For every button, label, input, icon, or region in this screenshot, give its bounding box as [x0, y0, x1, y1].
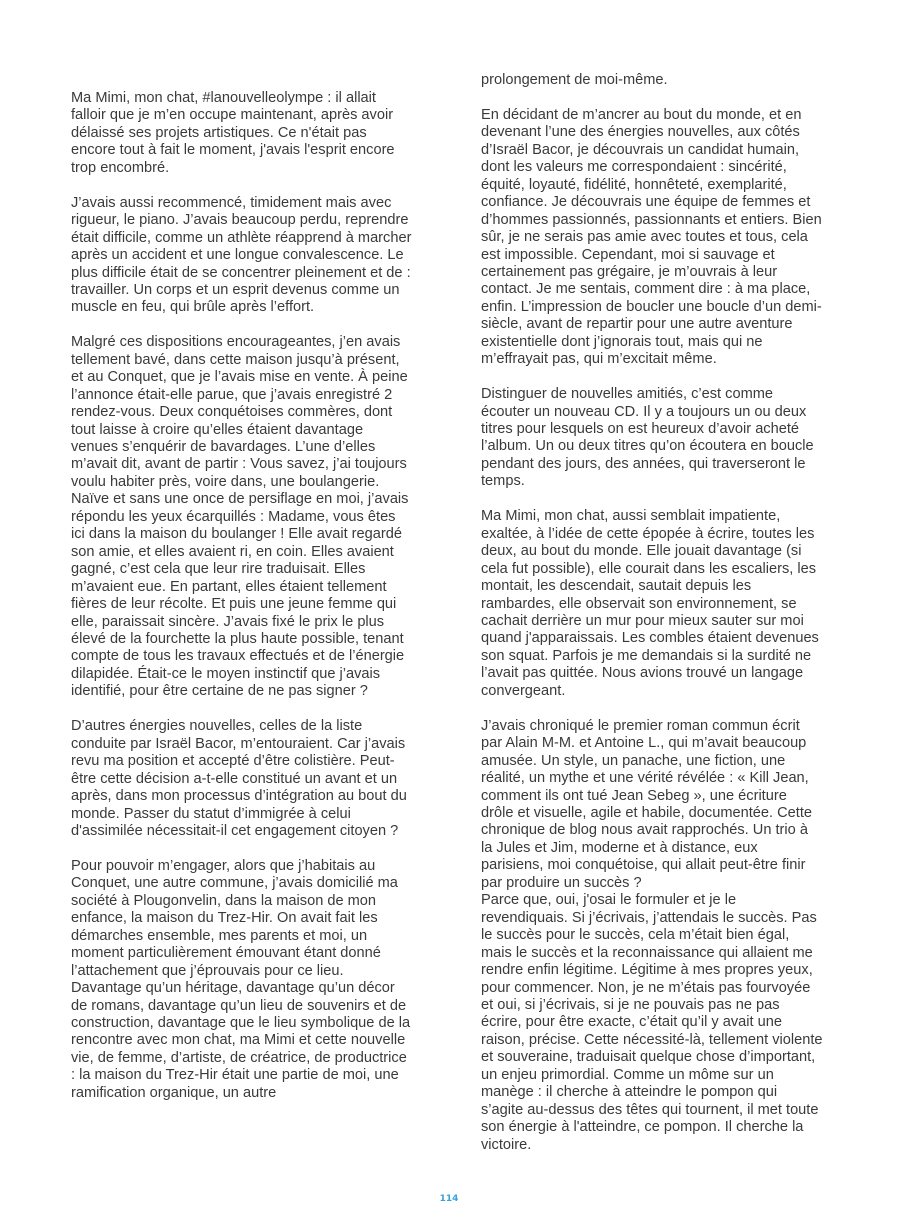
page-number: 114	[439, 1194, 459, 1204]
left-column	[71, 90, 413, 1120]
paragraph: Ma Mimi, mon chat, #lanouvelleolympe : il allait falloir que je m’en occupe maintenant, après avoir délaissé ses projets artistiques. Ce n'était pas encore tout à fait le moment, j'avais l'esprit encore trop encombré.	[71, 90, 395, 176]
paragraph: Ma Mimi, mon chat, aussi semblait impatiente, exaltée, à l’idée de cette épopée à écrire, toutes les deux, au bout du monde. Elle jouait davantage (si cela fut possible), elle courait dans les escaliers, les montait, les descendait, sautait depuis les rambardes, elle observait son environnement, se cachait derrière un mur pour mieux sauter sur moi quand j'apparaissais. Les combles étaient devenues son squat. Parfois je me demandais si la surdité ne l’avait pas quittée. Nous avions trouvé un langage convergeant.	[481, 508, 819, 699]
paragraph: En décidant de m’ancrer au bout du monde, et en devenant l’une des énergies nouvelles, aux côtés d’Israël Bacor, je découvrais un candidat humain, dont les valeurs me correspondaient : sincérité, équité, loyauté, fidélité, honnêteté, exemplarité, confiance. Je découvrais une équipe de femmes et d’hommes passionnés, passionnants et entiers. Bien sûr, je ne serais pas amie avec toutes et tous, cela est impossible. Cependant, moi si sauvage et certainement pas grégaire, je m’ouvrais à leur contact. Je me sentais, comment dire : à ma place, enfin. L’impression de boucler une boucle d’un demi-siècle, avant de repartir pour une autre aventure existentielle dont j’ignorais tout, mais qui ne m’effrayait pas, qui m’excitait même.	[481, 106, 822, 368]
paragraph: prolongement de moi-même.	[481, 72, 668, 88]
paragraph: Pour pouvoir m’engager, alors que j’habitais au Conquet, une autre commune, j’avais domicilié ma société à Plougonvelin, dans la maison de mon enfance, la maison du Trez-Hir. On avait fait les démarches ensemble, mes parents et moi, un moment particulièrement émouvant étant donné l’attachement que j’éprouvais pour ce lieu. Davantage qu’un héritage, davantage qu’un décor de romans, davantage qu’un lieu de souvenirs et de construction, davantage que le lieu symbolique de la rencontre avec mon chat, ma Mimi et cette nouvelle vie, de femme, d’artiste, de créatrice, de productrice : la maison du Trez-Hir était une partie de moi, une ramification organique, un autre	[71, 857, 411, 1101]
paragraph: J’avais aussi recommencé, timidement mais avec rigueur, le piano. J’avais beaucoup perdu, reprendre était difficile, comme un athlète réapprend à marcher après un accident et une longue convalescence. Le plus difficile était de se concentrer pleinement et de : travailler. Un corps et un esprit devenus comme un muscle en feu, qui brûle après l’effort.	[71, 194, 412, 316]
paragraph: J’avais chroniqué le premier roman commun écrit par Alain M-M. et Antoine L., qui m’avait beaucoup amusée. Un style, un panache, une fiction, une réalité, un mythe et une vérité révélée : « Kill Jean, comment ils ont tué Jean Sebeg », une écriture drôle et visuelle, agile et habile, documentée. Cette chronique de blog nous avait rapprochés. Un trio à la Jules et Jim, moderne et à distance, eux parisiens, moi conquétoise, qui allait peut-être finir par produire un succès ?	[481, 717, 812, 891]
right-column	[481, 72, 823, 1171]
paragraph: Distinguer de nouvelles amitiés, c’est comme écouter un nouveau CD. Il y a toujours un ou deux titres pour lesquels on est heureux d’avoir acheté l’album. Un ou deux titres qu’on écoutera en boucle pendant des jours, des années, qui traverseront le temps.	[481, 386, 814, 490]
paragraph: Parce que, oui, j'osai le formuler et je le revendiquais. Si j’écrivais, j’attendais le succès. Pas le succès pour le succès, cela m’était bien égal, mais le succès et la reconnaissance qui allaient me rendre enfin légitime. Légitime à mes propres yeux, pour commencer. Non, je ne m’étais pas fourvoyée et oui, si j’écrivais, si je ne pouvais pas ne pas écrire, pour être exacte, c’était qu’il y avait une raison, précise. Cette nécessité-là, tellement violente et souveraine, traduisait quelque chose d’important, un enjeu primordial. Comme un môme sur un manège : il cherche à atteindre le pompon qui s’agite au-dessus des têtes qui tournent, il met toute son énergie à l'atteindre, ce pompon. Il cherche la victoire.	[481, 892, 823, 1153]
paragraph: Malgré ces dispositions encourageantes, j’en avais tellement bavé, dans cette maison jusqu’à présent, et au Conquet, que je l’avais mise en vente. À peine l’annonce était-elle parue, que j’avais enregistré 2 rendez-vous. Deux conquétoises commères, dont tout laisse à croire qu’elles étaient davantage venues s’enquérir de bavardages. L’une d’elles m’avait dit, avant de partir : Vous savez, j’ai toujours voulu habiter près, voire dans, une boulangerie. Naïve et sans une once de persiflage en moi, j’avais répondu les yeux écarquillés : Madame, vous êtes ici dans la maison du boulanger ! Elle avait regardé son amie, et elles avaient ri, en coin. Elles avaient gagné, c’est cela que leur rire traduisait. Elles m’avaient eue. En partant, elles étaient tellement fières de leur récolte. Et puis une jeune femme qui elle, paraissait sincère. J’avais fixé le prix le plus élevé de la fourchette la plus haute possible, tenant compte de tous les travaux effectués et de l’énergie dilapidée. Était-ce le moyen instinctif que j’avais identifié, pour être certaine de ne pas signer ?	[71, 334, 409, 700]
paragraph: D’autres énergies nouvelles, celles de la liste conduite par Israël Bacor, m’entouraient. Car j’avais revu ma position et accepté d’être colistière. Peut-être cette décision a-t-elle constitué un avant et un après, dans mon processus d’intégration au bout du monde. Passer du statut d’immigrée à celui d'assimilée nécessitait-il cet engagement citoyen ?	[71, 718, 407, 839]
